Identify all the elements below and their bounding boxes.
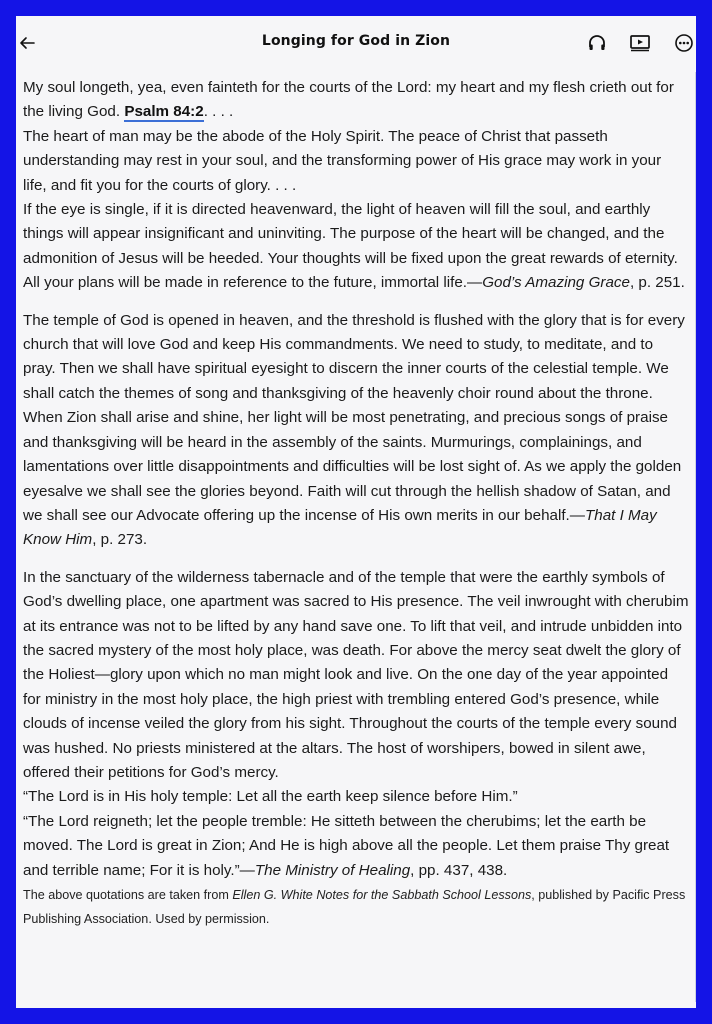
copyright-note	[23, 883, 689, 931]
paragraph: In the sanctuary of the wilderness tabernacle and of the temple that were the earthly symbols of God’s dwelling place, one apartment was sacred to His presence. The veil inwrought with cherubim at its entrance was not to be lifted by any hand save one. To lift that veil, and intrude unbidden into the sacred mystery of the most holy place, was death. For above the mercy seat dwelt the glory of the Holiest—glory upon which no man might look and live. On the one day of the year appointed for ministry in the most holy place, the high priest with trembling entered God’s presence, while clouds of incense veiled the glory from his sight. Throughout the courts of the temple every sound was hushed. No priests ministered at the altars. The host of worshipers, bowed in silent awe, offered their petitions for God’s mercy.	[23, 568, 689, 781]
paragraph	[23, 309, 689, 553]
paragraph-text: The temple of God is opened in heaven, and the threshold is flushed with the glory that is for every church that will love God and keep His commandments. We need to study, to meditate, and to pray. Then we shall have spiritual eyesight to discern the inner courts of the celestial temple. We shall catch the themes of song and thanksgiving of the heavenly choir round about the throne. When Zion shall arise and shine, her light will be most penetrating, and precious songs of praise and thanksgiving will be heard in the assembly of the saints. Murmurings, complainings, and lamentations over little disappointments and difficulties will be lost sight of. As we apply the golden eyesalve we shall see the glories beyond. Faith will cut through the hellish shadow of Satan, and we shall see our Advocate offering up the incense of His own merits in our behalf.—	[23, 311, 685, 524]
source-title: That I May Know Him	[23, 506, 657, 549]
source-title: God’s Amazing Grace	[482, 274, 630, 292]
top-bar	[16, 16, 696, 70]
play-video-icon	[629, 33, 651, 53]
paragraph: “The Lord is in His holy temple: Let all the earth keep silence before Him.”	[23, 788, 518, 806]
paragraph-text: My soul longeth, yea, even fainteth for the courts of the Lord: my heart and my flesh crieth out for the living God.	[23, 79, 674, 121]
paragraph-text: . . . .	[203, 103, 234, 121]
scripture-link[interactable]: Psalm 84:2	[124, 103, 204, 121]
paragraph: The heart of man may be the abode of the Holy Spirit. The peace of Christ that passeth understanding may rest in your soul, and the transforming power of His grace may work in your life, and fit you for the courts of glory. . . .	[23, 127, 662, 194]
source-page: , p. 251.	[629, 274, 685, 292]
more-options-icon	[674, 33, 694, 53]
source-page: , p. 273.	[92, 531, 148, 549]
footer-text: , published by Pacific Press Publishing Association. Used by permission.	[23, 888, 686, 926]
source-page: , pp. 437, 438.	[410, 861, 508, 879]
footer-text: The above quotations are taken from	[23, 888, 233, 902]
video-button[interactable]	[628, 31, 652, 55]
paragraph	[23, 76, 689, 125]
headphones-icon	[587, 33, 607, 53]
source-title: The Ministry of Healing	[254, 861, 411, 879]
reader-window	[16, 16, 696, 1008]
paragraph	[23, 198, 689, 296]
paragraph	[23, 810, 689, 883]
reading-content	[23, 76, 689, 931]
paragraph-text: If the eye is single, if it is directed heavenward, the light of heaven will fill the soul, and earthly things will appear insignificant and uninviting. The purpose of the heart will be changed, and the admonition of Jesus will be heeded. Your thoughts will be fixed upon the great rewards of eternity. All your plans will be made in reference to the future, immortal life.—	[23, 201, 678, 292]
paragraph-text: “The Lord reigneth; let the people tremble: He sitteth between the cherubims; let the earth be moved. The Lord is great in Zion; And He is high above all the people. Let them praise Thy great and terrible name; For it is holy.”—	[23, 812, 670, 879]
scrollbar[interactable]	[695, 72, 696, 1002]
footer-source: Ellen G. White Notes for the Sabbath School Lessons	[232, 888, 532, 902]
audio-button[interactable]	[585, 31, 609, 55]
more-options-button[interactable]	[672, 31, 696, 55]
page-title: Longing for God in Zion	[261, 33, 451, 49]
